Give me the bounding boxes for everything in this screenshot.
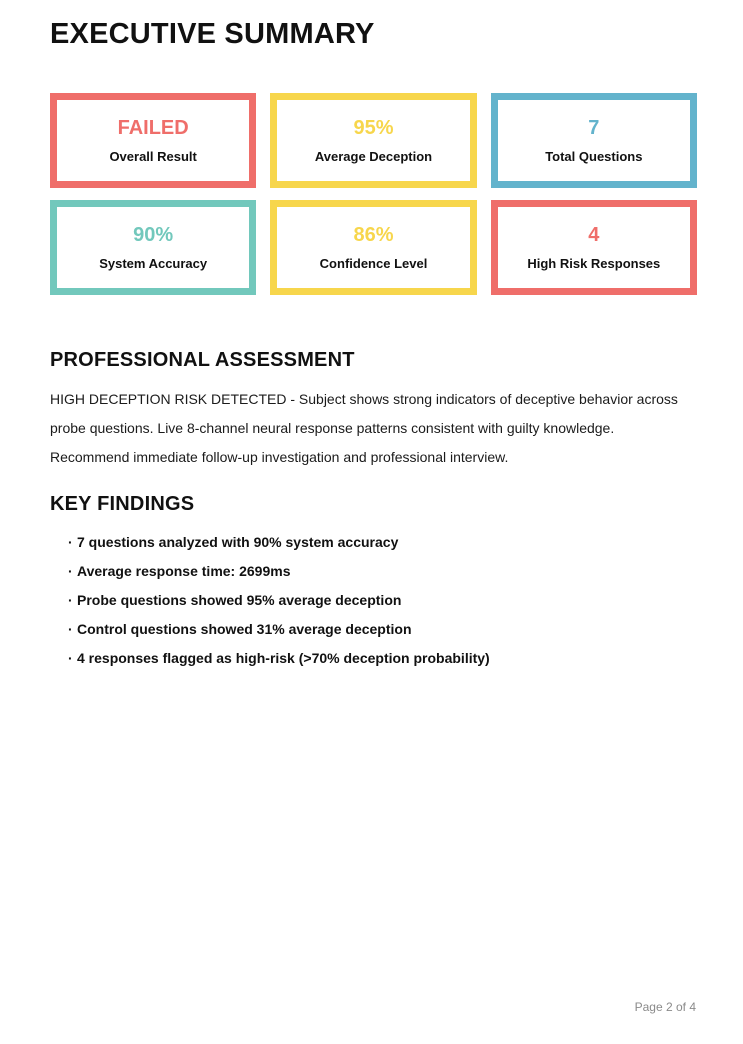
stat-value: 4: [588, 223, 600, 246]
stat-card-system-accuracy: [50, 200, 256, 295]
stat-card-high-risk-responses: [491, 200, 697, 295]
stat-card-overall-result: [50, 93, 256, 188]
stat-value: 95%: [353, 116, 394, 139]
finding-item: · 7 questions analyzed with 90% system accuracy: [68, 535, 697, 549]
stat-value: 90%: [133, 223, 174, 246]
finding-item: · Probe questions showed 95% average deception: [68, 593, 697, 607]
stat-label: Confidence Level: [319, 255, 428, 271]
stat-label: High Risk Responses: [527, 255, 661, 271]
stat-card-grid: [50, 93, 697, 295]
finding-item: · Control questions showed 31% average deception: [68, 622, 697, 636]
stat-value: 7: [588, 116, 600, 139]
findings-heading: KEY FINDINGS: [50, 492, 195, 515]
stat-label: Average Deception: [314, 148, 433, 164]
page-title: EXECUTIVE SUMMARY: [50, 18, 375, 50]
assessment-body-text: HIGH DECEPTION RISK DETECTED - Subject shows strong indicators of deceptive behavior across probe questions. Live 8-channel neural response patterns consistent with guilty knowledge. Recommend immediate follow-up investigation and professional interview.: [50, 390, 678, 465]
findings-list: [50, 535, 697, 665]
stat-card-average-deception: [270, 93, 476, 188]
page-number: Page 2 of 4: [634, 1000, 696, 1014]
finding-item: · Average response time: 2699ms: [68, 564, 697, 578]
stat-label: System Accuracy: [99, 255, 208, 271]
finding-item: · 4 responses flagged as high-risk (>70% deception probability): [68, 651, 697, 665]
stat-value: FAILED: [117, 116, 189, 139]
stat-card-confidence-level: [270, 200, 476, 295]
stat-card-total-questions: [491, 93, 697, 188]
stat-value: 86%: [353, 223, 394, 246]
assessment-heading: PROFESSIONAL ASSESSMENT: [50, 348, 355, 371]
stat-label: Overall Result: [109, 148, 197, 164]
stat-label: Total Questions: [545, 148, 643, 164]
